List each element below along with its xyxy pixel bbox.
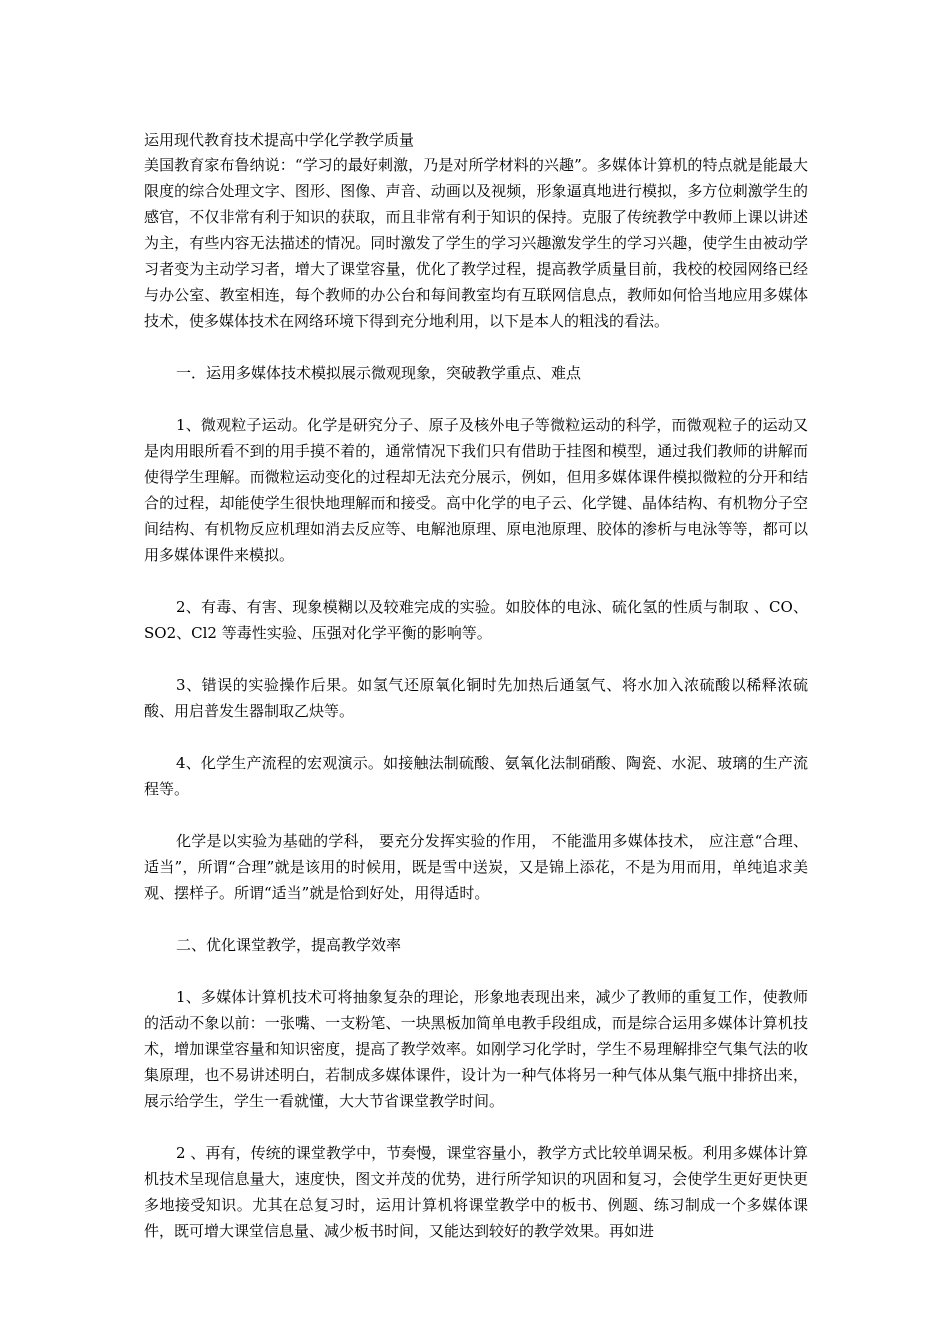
- paragraph-gap: [144, 1114, 808, 1140]
- document-title: 运用现代教育技术提高中学化学教学质量: [144, 131, 415, 149]
- section-1-item-1: 1、微观粒子运动。化学是研究分子、原子及核外电子等微粒运动的科学，而微观粒子的运动又是肉用眼所看不到的用手摸不着的，通常情况下我们只有借助于挂图和模型，通过我们教师的讲解而使得学生理解。而微粒运动变化的过程却无法充分展示，例如，但用多媒体课件模拟微粒的分开和结合的过程，却能使学生很快地理解而和接受。高中化学的电子云、化学键、晶体结构、有机物分子空间结构、有机物反应机理如消去反应等、电解池原理、原电池原理、胶体的渗析与电泳等等，都可以用多媒体课件来模拟。: [144, 416, 808, 564]
- paragraph-gap: [144, 958, 808, 984]
- section-1-note: 化学是以实验为基础的学科， 要充分发挥实验的作用， 不能滥用多媒体技术， 应注意“合理、适当”，所谓“合理”就是该用的时候用，既是雪中送炭，又是锦上添花，不是为用而用，单纯追求美观、摆样子。所谓“适当”就是恰到好处，用得适时。: [144, 832, 808, 902]
- section-1-item-3: 3、错误的实验操作后果。如氢气还原氧化铜时先加热后通氢气、将水加入浓硫酸以稀释浓硫酸、用启普发生器制取乙炔等。: [144, 676, 808, 720]
- section-2-item-2: 2 、再有，传统的课堂教学中，节奏慢，课堂容量小，教学方式比较单调呆板。利用多媒体计算机技术呈现信息量大，速度快，图文并茂的优势，进行所学知识的巩固和复习，会使学生更好更快更多地接受知识。尤其在总复习时，运用计算机将课堂教学中的板书、例题、练习制成一个多媒体课件，既可增大课堂信息量、减少板书时间，又能达到较好的教学效果。再如进: [144, 1144, 808, 1240]
- paragraph-gap: [144, 906, 808, 932]
- section-2-heading: 二、优化课堂教学，提高教学效率: [176, 936, 402, 954]
- paragraph-gap: [144, 724, 808, 750]
- section-1-item-2: 2、有毒、有害、现象模糊以及较难完成的实验。如胶体的电泳、硫化氢的性质与制取 、CO、SO2、Cl2 等毒性实验、压强对化学平衡的影响等。: [144, 598, 808, 642]
- paragraph-gap: [144, 334, 808, 360]
- paragraph-gap: [144, 386, 808, 412]
- paragraph-gap: [144, 802, 808, 828]
- section-1-item-4: 4、化学生产流程的宏观演示。如接触法制硫酸、氨氧化法制硝酸、陶瓷、水泥、玻璃的生产流程等。: [144, 754, 808, 798]
- paragraph-gap: [144, 646, 808, 672]
- section-1-heading: 一．运用多媒体技术模拟展示微观现象，突破教学重点、难点: [176, 364, 582, 382]
- paragraph-gap: [144, 568, 808, 594]
- section-2-item-1: 1、多媒体计算机技术可将抽象复杂的理论，形象地表现出来，减少了教师的重复工作，使教师的活动不象以前：一张嘴、一支粉笔、一块黑板加简单电教手段组成，而是综合运用多媒体计算机技术，增加课堂容量和知识密度，提高了教学效率。如刚学习化学时，学生不易理解排空气集气法的收集原理，也不易讲述明白，若制成多媒体课件，设计为一种气体将另一种气体从集气瓶中排挤出来，展示给学生，学生一看就懂，大大节省课堂教学时间。: [144, 988, 808, 1110]
- document-body: [144, 128, 808, 1244]
- intro-paragraph: 美国教育家布鲁纳说：“学习的最好刺激，乃是对所学材料的兴趣”。多媒体计算机的特点就是能最大限度的综合处理文字、图形、图像、声音、动画以及视频，形象逼真地进行模拟，多方位刺激学生的感官，不仅非常有利于知识的获取，而且非常有利于知识的保持。克服了传统教学中教师上课以讲述为主，有些内容无法描述的情况。同时激发了学生的学习兴趣激发学生的学习兴趣，使学生由被动学习者变为主动学习者，增大了课堂容量，优化了教学过程，提高教学质量目前，我校的校园网络已经与办公室、教室相连，每个教师的办公台和每间教室均有互联网信息点，教师如何恰当地应用多媒体技术，使多媒体技术在网络环境下得到充分地利用，以下是本人的粗浅的看法。: [144, 156, 808, 330]
